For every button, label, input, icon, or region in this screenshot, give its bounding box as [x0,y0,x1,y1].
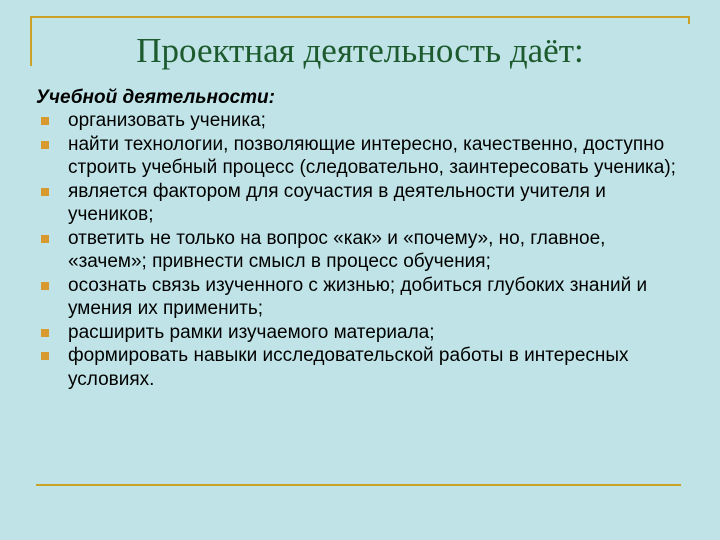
list-item-text: организовать ученика; [68,110,266,131]
subheading: Учебной деятельности: [36,87,275,108]
square-bullet-icon [41,235,49,243]
square-bullet-icon [41,141,49,149]
list-item-text: расширить рамки изучаемого материала; [68,321,435,343]
list-item [36,227,676,274]
square-bullet-icon [41,117,49,125]
slide-title: Проектная деятельность даёт: [136,31,584,70]
list-item-text: ответить не только на вопрос «как» и «почему», но, главное, «зачем»; привнести смысл в процесс обучения; [68,227,606,272]
list-item [36,321,676,345]
frame-top-line [30,16,690,18]
list-item [36,180,676,227]
list-item-text: формировать навыки исследовательской работы в интересных условиях. [68,345,629,390]
list-item [36,344,676,391]
list-item-text: является фактором для соучастия в деятельности учителя и учеников; [68,180,606,225]
slide-content [36,86,676,391]
list-item [36,274,676,321]
bottom-divider [36,484,681,486]
square-bullet-icon [41,282,49,290]
square-bullet-icon [41,329,49,337]
square-bullet-icon [41,352,49,360]
bullet-list [36,109,676,391]
list-item-text: осознать связь изученного с жизнью; добиться глубоких знаний и умения их применить; [68,274,648,319]
list-item [36,133,676,180]
list-item-text: найти технологии, позволяющие интересно, качественно, доступно строить учебный процесс (следовательно, заинтересовать ученика); [68,133,676,178]
square-bullet-icon [41,188,49,196]
frame-right-tick [688,16,690,24]
list-item [36,109,676,133]
